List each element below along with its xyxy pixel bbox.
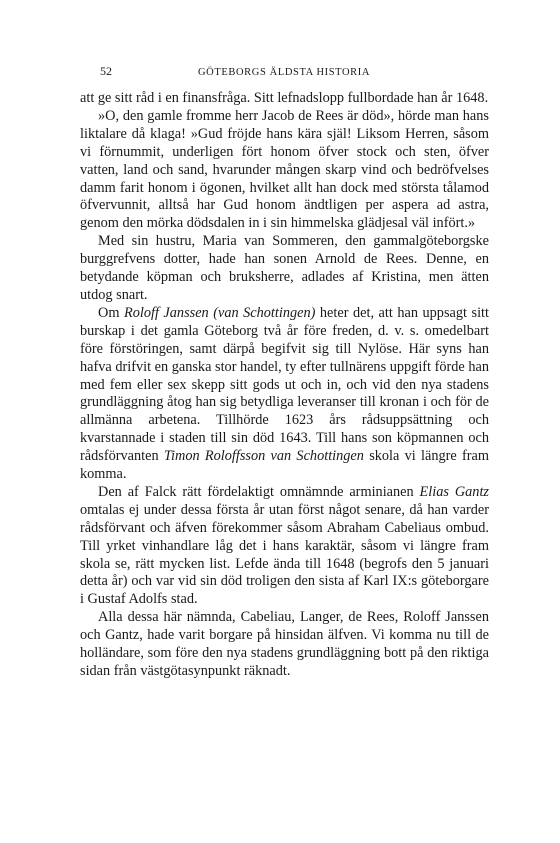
page-header xyxy=(80,64,489,84)
italic-name: Elias Gantz xyxy=(419,483,489,500)
paragraph xyxy=(80,90,489,108)
paragraph xyxy=(80,609,489,681)
italic-name: Roloff Janssen (van Schottingen) xyxy=(123,304,316,321)
text-run: heter det, att han uppsagt sitt burskap i det gamla Göteborg två år före freden, d. v. s. omedelbart före förstöringen, samt därpå begifvit sig till Nylöse. Här syns han hafva drifvit en ganska stor handel, ty efter tullnärens uppgift förde han med fem eller sex skepp sitt gods ut och in, och vid den nya stadens grundläggning åtog han sig betydliga leveranser till kronan i och för de allmänna arbetena. Tillhörde 1623 års rådsuppsättning och kvarstannade i staden till sin död 1643. Till hans son köpmannen och rådsförvanten xyxy=(80,304,489,465)
body-text xyxy=(80,90,489,681)
paragraph xyxy=(80,484,489,609)
text-run: Den af Falck rätt fördelaktigt omnämnde arminianen xyxy=(98,483,420,500)
running-title: GÖTEBORGS ÄLDSTA HISTORIA xyxy=(198,67,371,78)
text-run: skola vi längre fram komma. xyxy=(80,448,489,483)
paragraph xyxy=(80,305,489,484)
paragraph xyxy=(80,108,489,233)
text-run: omtalas ej under dessa första år utan först något senare, då han varder rådsförvant och äfven förekommer såsom Abraham Cabeliaus ombud. Till yrket vinhandlare låg det i hans karaktär, såsom vi längre fram skola se, rätt mycken list. Lefde ända till 1648 (begrofs den 5 januari detta år) och var vid sin död troligen den sista af Karl IX:s göteborgare i Gustaf Adolfs stad. xyxy=(80,501,489,608)
book-page xyxy=(80,64,489,681)
page-number: 52 xyxy=(100,64,112,78)
text-run: Om xyxy=(98,304,124,321)
text-run: Med sin hustru, Maria van Sommeren, den gammalgöteborgske burggrefvens dotter, hade han sonen Arnold de Rees. Denne, en betydande köpman och bruksherre, adlades af Kristina, men ätten utdog snart. xyxy=(80,233,489,303)
text-run: »O, den gamle fromme herr Jacob de Rees är död», hörde man hans liktalare då klaga! »Gud fröjde hans kära själ! Liksom Herren, såsom vi förnummit, underligen fört honom öfver stock och sten, öfver vatten, land och sand, hvarunder mången skarp vind och bedröfvelses damm farit honom i ögonen, hvilket allt han dock med största tålamod öfvervunnit, alltså har Gud honom ändtligen per aspera ad astra, genom den mörka dödsdalen in i sin himmelska glädjesal väl infört.» xyxy=(80,107,489,232)
text-run: Alla dessa här nämnda, Cabeliau, Langer, de Rees, Roloff Janssen och Gantz, hade varit borgare på hinsidan älfven. Vi komma nu till de holländare, som före den nya stadens grundläggning bott på den riktiga sidan från västgötasynpunkt räknadt. xyxy=(80,609,489,679)
text-run: att ge sitt råd i en finansfråga. Sitt lefnadslopp fullbordade han år 1648. xyxy=(80,90,489,106)
italic-name: Timon Roloffsson van Schottingen xyxy=(163,448,364,465)
paragraph xyxy=(80,233,489,305)
